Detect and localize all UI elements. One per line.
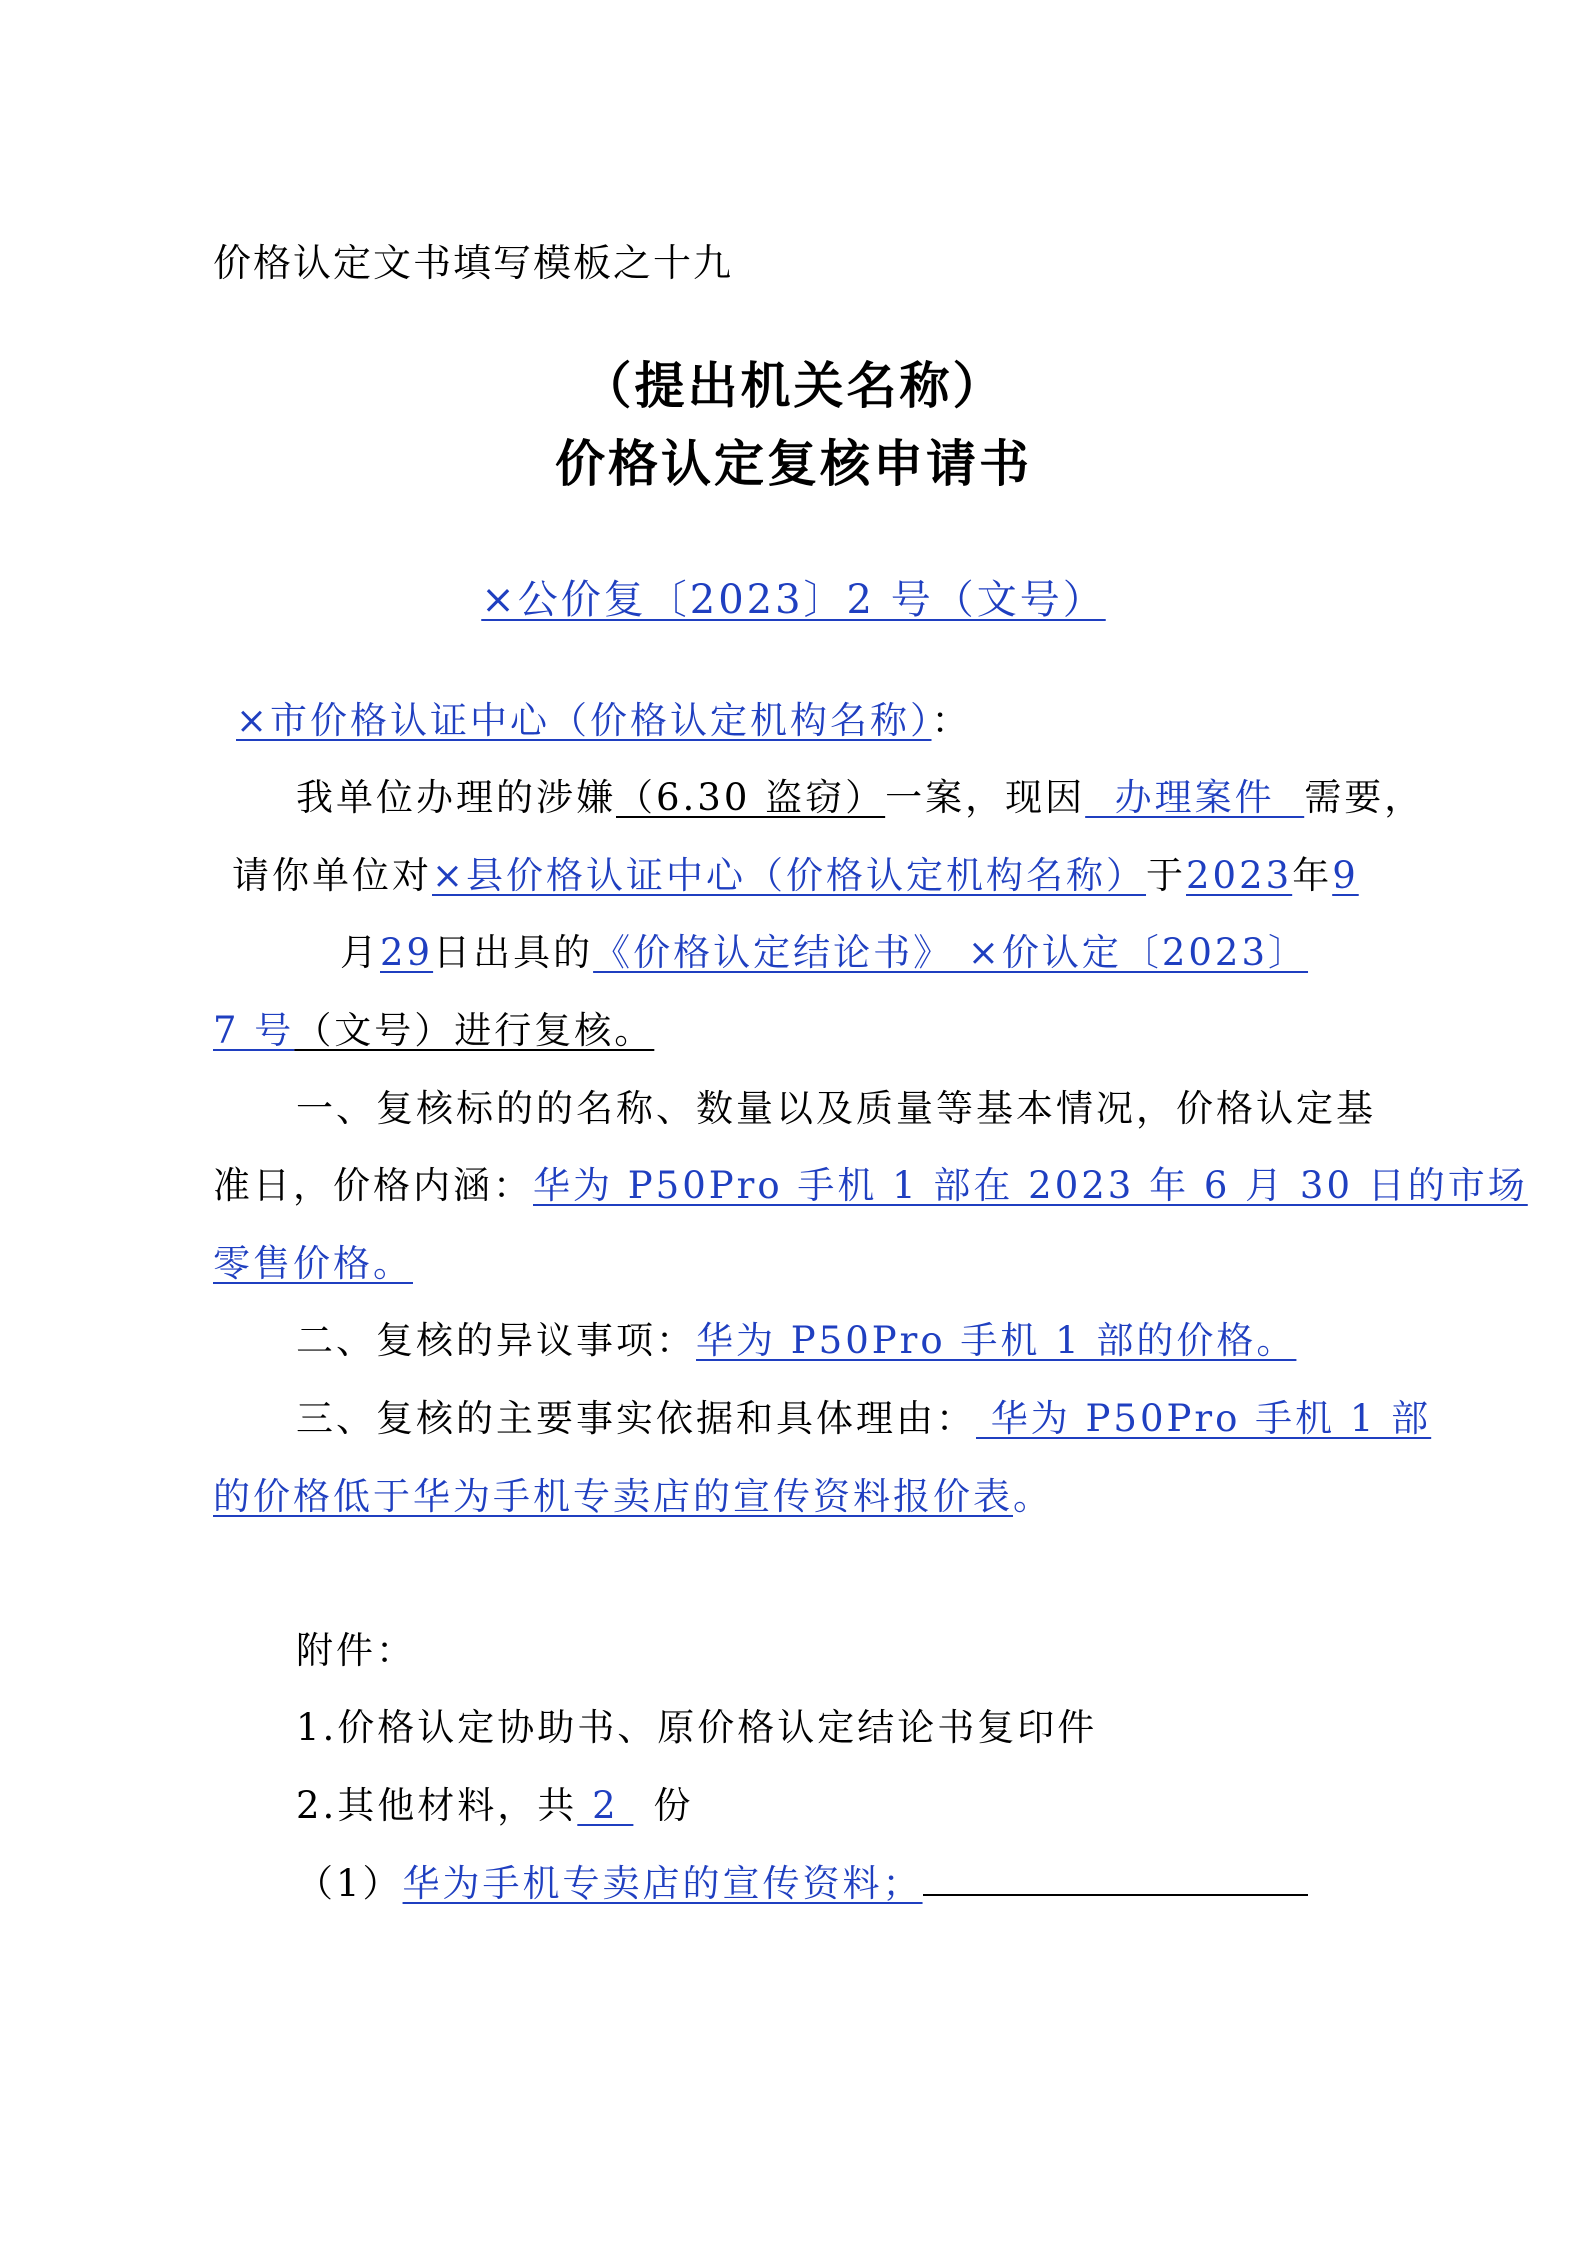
item1-line-2 <box>213 1155 1528 1209</box>
document-title: 价格认定复核申请书 <box>555 435 1032 493</box>
item1-value: 零售价格。 <box>213 1242 413 1285</box>
item2-value: 华为 P50Pro 手机 1 部的价格。 <box>696 1319 1297 1362</box>
item3-end: 。 <box>1013 1475 1053 1518</box>
item1-value: 华为 P50Pro 手机 1 部在 2023 年 6 月 30 日的市场 <box>533 1164 1528 1207</box>
item1-line-3 <box>213 1233 413 1287</box>
body-text: 年 <box>1292 854 1333 897</box>
body-text: 需要， <box>1304 776 1425 819</box>
body-line-3 <box>340 922 1308 976</box>
attachment-2-text: 份 <box>653 1784 694 1827</box>
attachment-count: 2 <box>577 1784 634 1827</box>
original-org-field: ×县价格认证中心（价格认定机构名称） <box>432 854 1147 897</box>
month-field: 9 <box>1332 854 1359 897</box>
item3-line-1 <box>296 1388 1431 1442</box>
body-text: （文号）进行复核。 <box>294 1009 655 1052</box>
original-document-field: 《价格认定结论书》 ×价认定〔2023〕 <box>593 931 1309 974</box>
attachment-2-text: 2.其他材料，共 <box>296 1784 578 1827</box>
body-text: 于 <box>1146 854 1187 897</box>
item3-value: 的价格低于华为手机专卖店的宣传资料报价表 <box>213 1475 1013 1518</box>
day-field: 29 <box>380 931 434 974</box>
agency-title: （提出机关名称） <box>581 357 1006 415</box>
body-line-2 <box>232 845 1359 899</box>
attachment-2-1-prefix: （1） <box>296 1862 403 1905</box>
attachments-label: 附件： <box>296 1629 416 1672</box>
body-text: 日出具的 <box>433 931 594 974</box>
item2-text: 二、复核的异议事项： <box>296 1319 696 1362</box>
original-document-number: 7 号 <box>213 1009 295 1052</box>
blank-underline <box>923 1893 1308 1896</box>
template-label: 价格认定文书填写模板之十九 <box>213 241 734 285</box>
year-field: 2023 <box>1186 854 1293 897</box>
addressee-line <box>236 690 972 744</box>
body-text: 一案，现因 <box>885 776 1086 819</box>
body-line-1 <box>296 767 1424 821</box>
addressee-name: ×市价格认证中心（价格认定机构名称） <box>236 699 932 742</box>
item2-line <box>296 1310 1296 1364</box>
attachment-2-1 <box>296 1853 1308 1907</box>
item3-value: 华为 P50Pro 手机 1 部 <box>976 1397 1432 1440</box>
item3-text: 三、复核的主要事实依据和具体理由： <box>296 1397 976 1440</box>
body-text: 月 <box>340 931 380 974</box>
body-line-4 <box>213 1000 654 1054</box>
attachment-1: 1.价格认定协助书、原价格认定结论书复印件 <box>296 1706 1098 1749</box>
item1-text: 一、复核标的的名称、数量以及质量等基本情况，价格认定基 <box>296 1087 1376 1130</box>
attachment-2 <box>296 1775 693 1829</box>
attachment-2-1-value: 华为手机专卖店的宣传资料； <box>402 1862 923 1905</box>
item3-line-2 <box>213 1466 1053 1520</box>
item1-line-1 <box>296 1078 1376 1132</box>
case-name: （6.30 盗窃） <box>616 776 886 819</box>
reason-field: 办理案件 <box>1085 776 1305 819</box>
addressee-colon: ： <box>931 699 972 742</box>
document-number <box>0 568 1587 625</box>
body-text: 我单位办理的涉嫌 <box>296 776 616 819</box>
body-text: 请你单位对 <box>232 854 432 897</box>
document-number-value: ×公价复〔2023〕2 号（文号） <box>481 577 1106 623</box>
item1-text: 准日，价格内涵： <box>213 1164 533 1207</box>
